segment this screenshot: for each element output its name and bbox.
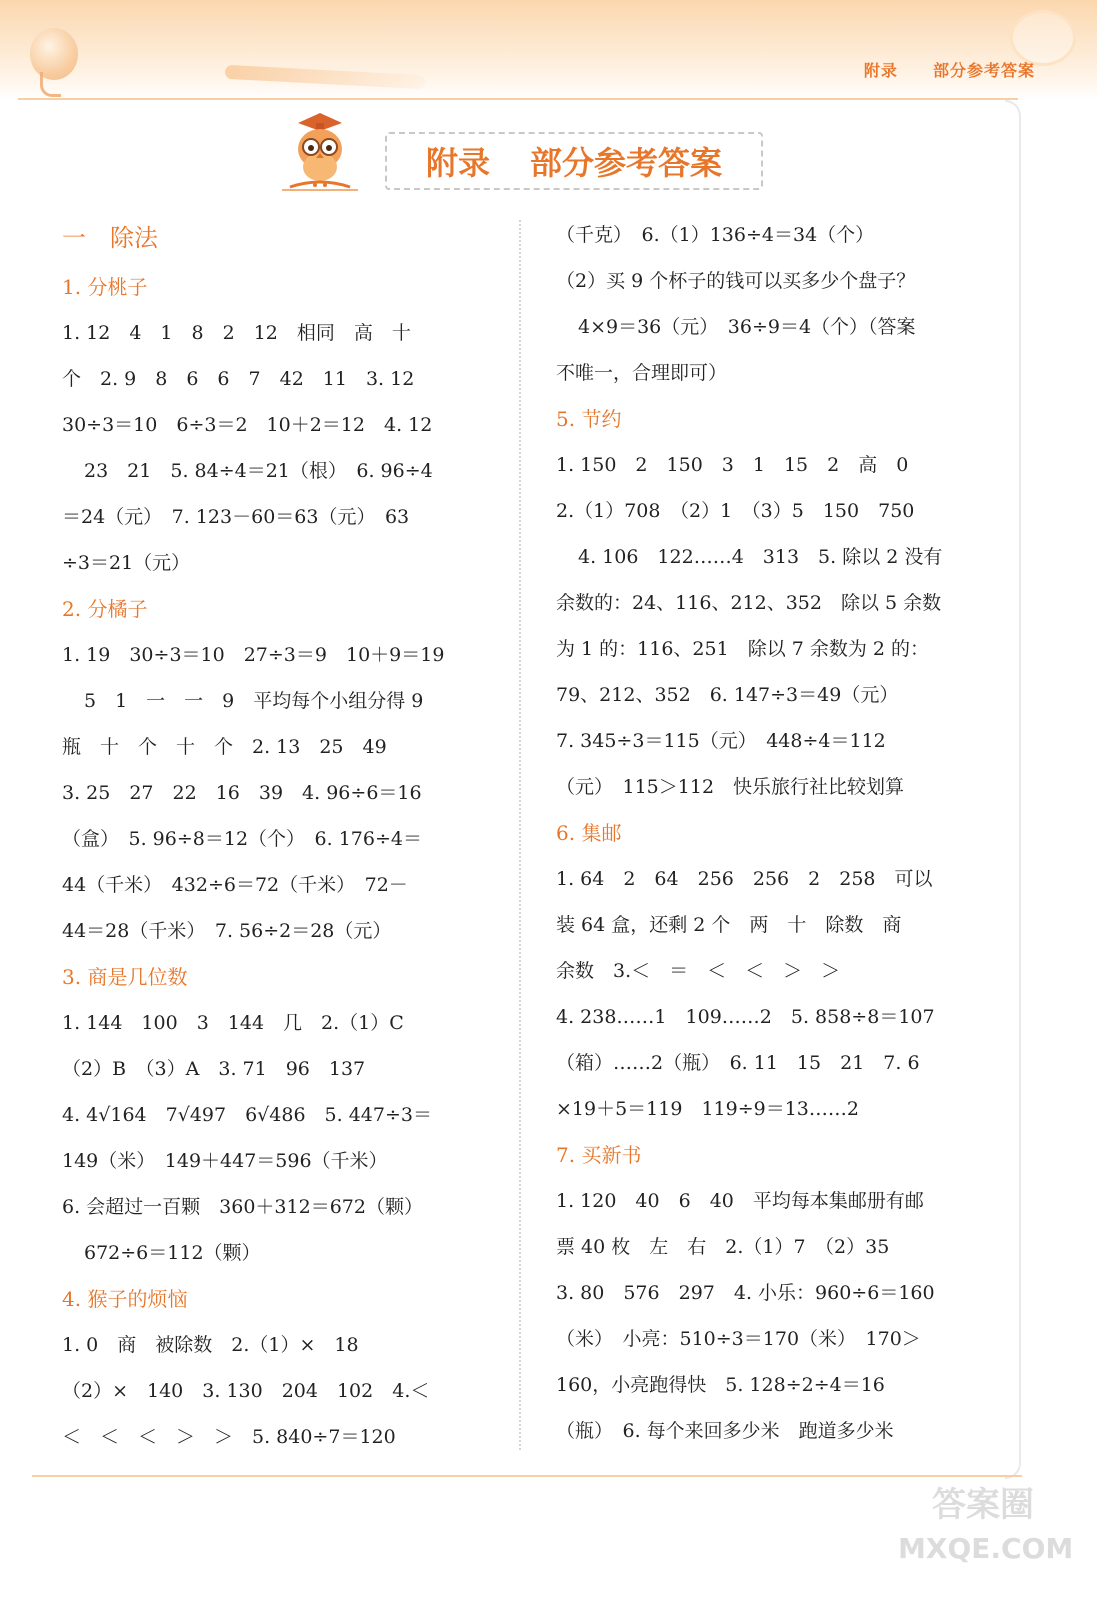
- answer-line: 1. 120 40 6 40 平均每本集邮册有邮: [556, 1190, 924, 1212]
- answer-line: 不唯一，合理即可）: [556, 362, 728, 384]
- answer-line: （2）B （3）A 3. 71 96 137: [62, 1058, 366, 1080]
- answer-line: （2）× 140 3. 130 204 102 4.＜: [62, 1380, 430, 1402]
- answer-line: 6. 会超过一百颗 360＋312＝672（颗）: [62, 1196, 423, 1218]
- watermark-title: 答案圈: [932, 1485, 1034, 1525]
- answer-line: 44（千米） 432÷6＝72（千米） 72－: [62, 874, 408, 896]
- answer-line: 5 1 一 一 9 平均每个小组分得 9: [84, 690, 424, 712]
- answer-line: （瓶） 6. 每个来回多少米 跑道多少米: [556, 1420, 894, 1442]
- answer-line: 4. 106 122……4 313 5. 除以 2 没有: [578, 546, 943, 568]
- answer-line: 79、212、352 6. 147÷3＝49（元）: [556, 684, 899, 706]
- answer-line: 672÷6＝112（颗）: [84, 1242, 261, 1264]
- running-header-subtitle: 部分参考答案: [932, 61, 1035, 80]
- answer-line: ÷3＝21（元）: [62, 552, 191, 574]
- lesson-heading: 1. 分桃子: [62, 275, 148, 299]
- lesson-heading: 4. 猴子的烦恼: [62, 1287, 188, 1311]
- running-header-appendix: 附录: [863, 61, 898, 80]
- answer-line: ×19＋5＝119 119÷9＝13……2: [556, 1098, 859, 1120]
- answer-line: 44＝28（千米） 7. 56÷2＝28（元）: [62, 920, 392, 942]
- header-band: [0, 0, 1097, 100]
- answer-line: 装 64 盒，还剩 2 个 两 十 除数 商: [556, 914, 902, 936]
- section-heading: 一 除法: [62, 224, 158, 252]
- header-rule: [18, 98, 1018, 100]
- column-divider: [519, 220, 521, 1450]
- page-title-appendix: 附录: [425, 144, 490, 182]
- answer-line: 余数的：24、116、212、352 除以 5 余数: [556, 592, 942, 614]
- footer-rule: [32, 1475, 1022, 1477]
- answer-line: 23 21 5. 84÷4＝21（根） 6. 96÷4: [84, 460, 433, 482]
- answer-line: ＝24（元） 7. 123－60＝63（元） 63: [62, 506, 410, 528]
- right-column: [556, 212, 986, 1454]
- answer-line: （米） 小亮：510÷3＝170（米） 170＞: [556, 1328, 921, 1350]
- answer-line: 1. 0 商 被除数 2.（1）× 18: [62, 1334, 359, 1356]
- answer-line: 160，小亮跑得快 5. 128÷2÷4＝16: [556, 1374, 885, 1396]
- answer-line: 瓶 十 个 十 个 2. 13 25 49: [62, 736, 387, 758]
- answer-line: 1. 144 100 3 144 几 2.（1）C: [62, 1012, 404, 1034]
- answer-line: 为 1 的：116、251 除以 7 余数为 2 的：: [556, 638, 930, 660]
- left-column: [62, 212, 492, 1460]
- answer-line: 1. 12 4 1 8 2 12 相同 高 十: [62, 322, 411, 344]
- answer-line: （盒） 5. 96÷8＝12（个） 6. 176÷4＝: [62, 828, 422, 850]
- lesson-heading: 3. 商是几位数: [62, 965, 188, 989]
- answer-line: 3. 25 27 22 16 39 4. 96÷6＝16: [62, 782, 422, 804]
- answer-line: 个 2. 9 8 6 6 7 42 11 3. 12: [62, 368, 415, 390]
- balloon-string-icon: [40, 72, 61, 97]
- answer-line: 1. 19 30÷3＝10 27÷3＝9 10＋9＝19: [62, 644, 445, 666]
- lesson-heading: 6. 集邮: [556, 821, 622, 845]
- answer-line: （2）买 9 个杯子的钱可以买多少个盘子？: [556, 270, 916, 292]
- answer-line: 149（米） 149＋447＝596（千米）: [62, 1150, 388, 1172]
- answer-line: 3. 80 576 297 4. 小乐：960÷6＝160: [556, 1282, 935, 1304]
- answer-line: 4. 238……1 109……2 5. 858÷8＝107: [556, 1006, 935, 1028]
- answer-line: 30÷3＝10 6÷3＝2 10＋2＝12 4. 12: [62, 414, 433, 436]
- lesson-heading: 2. 分橘子: [62, 597, 148, 621]
- running-header: [864, 58, 1035, 81]
- watermark-url: MXQE.COM: [898, 1532, 1074, 1565]
- answer-line: 4. 4√164 7√497 6√486 5. 447÷3＝: [62, 1104, 432, 1126]
- answer-line: （箱）……2（瓶） 6. 11 15 21 7. 6: [556, 1052, 920, 1074]
- answer-line: 票 40 枚 左 右 2.（1）7 （2）35: [556, 1236, 890, 1258]
- answer-line: 1. 64 2 64 256 256 2 258 可以: [556, 868, 933, 890]
- lesson-heading: 5. 节约: [556, 407, 622, 431]
- page-frame: [1005, 100, 1021, 1479]
- answer-line: 4×9＝36（元） 36÷9＝4（个）（答案: [578, 316, 916, 338]
- owl-mascot-icon: [280, 105, 360, 193]
- answer-line: 1. 150 2 150 3 1 15 2 高 0: [556, 454, 909, 476]
- answer-line: 7. 345÷3＝115（元） 448÷4＝112: [556, 730, 886, 752]
- watermark: [898, 1478, 1074, 1588]
- lesson-heading: 7. 买新书: [556, 1143, 642, 1167]
- page-title: [385, 132, 763, 190]
- page-title-subtitle: 部分参考答案: [530, 144, 723, 182]
- answer-line: ＜ ＜ ＜ ＞ ＞ 5. 840÷7＝120: [62, 1426, 396, 1448]
- answer-line: （千克） 6.（1）136÷4＝34（个）: [556, 224, 875, 246]
- answer-line: 余数 3.＜ ＝ ＜ ＜ ＞ ＞: [556, 960, 841, 982]
- answer-line: （元） 115＞112 快乐旅行社比较划算: [556, 776, 905, 798]
- answer-line: 2.（1）708 （2）1 （3）5 150 750: [556, 500, 915, 522]
